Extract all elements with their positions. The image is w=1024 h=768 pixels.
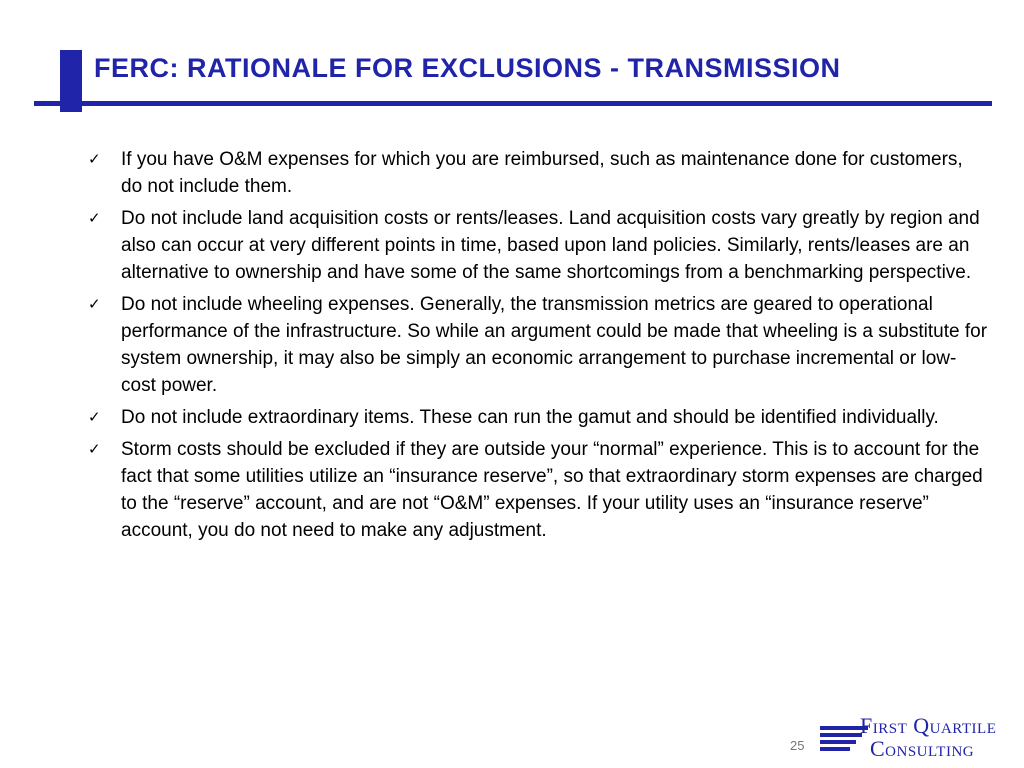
- logo-line-1: First Quartile: [860, 713, 997, 738]
- title-underline-rule: [34, 101, 992, 106]
- logo-text: [860, 714, 996, 760]
- bullet-item: [88, 146, 988, 200]
- bullet-text: If you have O&M expenses for which you are reimbursed, such as maintenance done for customers, do not include them.: [121, 149, 963, 197]
- checkmark-icon: ✓: [88, 150, 101, 168]
- checkmark-icon: ✓: [88, 408, 101, 426]
- company-logo: [820, 714, 1020, 762]
- bullet-list: [88, 146, 988, 549]
- bullet-text: Storm costs should be excluded if they are outside your “normal” experience. This is to account for the fact that some utilities utilize an “insurance reserve”, so that extraordinary storm expenses are charged to the “reserve” account, and are not “O&M” expenses. If your utility uses an “insurance reserve” account, you do not need to make any adjustment.: [121, 439, 983, 541]
- checkmark-icon: ✓: [88, 209, 101, 227]
- logo-line-2: Consulting: [870, 736, 975, 761]
- page-number: 25: [790, 738, 805, 753]
- bullet-text: Do not include land acquisition costs or rents/leases. Land acquisition costs vary greatly by region and also can occur at very different points in time, based upon land policies. Similarly, rents/leases are an alternative to ownership and have some of the same shortcomings from a benchmarking perspective.: [121, 208, 980, 283]
- bullet-text: Do not include wheeling expenses. Generally, the transmission metrics are geared to operational performance of the infrastructure. So while an argument could be made that wheeling is a substitute for system ownership, it may also be simply an economic arrangement to purchase incremental or low-cost power.: [121, 294, 988, 396]
- bullet-text: Do not include extraordinary items. These can run the gamut and should be identified individually.: [121, 407, 939, 428]
- bullet-item: [88, 291, 988, 399]
- bullet-item: [88, 436, 988, 544]
- bullet-item: [88, 205, 988, 286]
- checkmark-icon: ✓: [88, 295, 101, 313]
- slide-title: FERC: RATIONALE FOR EXCLUSIONS - TRANSMISSION: [94, 53, 841, 83]
- checkmark-icon: ✓: [88, 440, 101, 458]
- bullet-item: [88, 404, 988, 431]
